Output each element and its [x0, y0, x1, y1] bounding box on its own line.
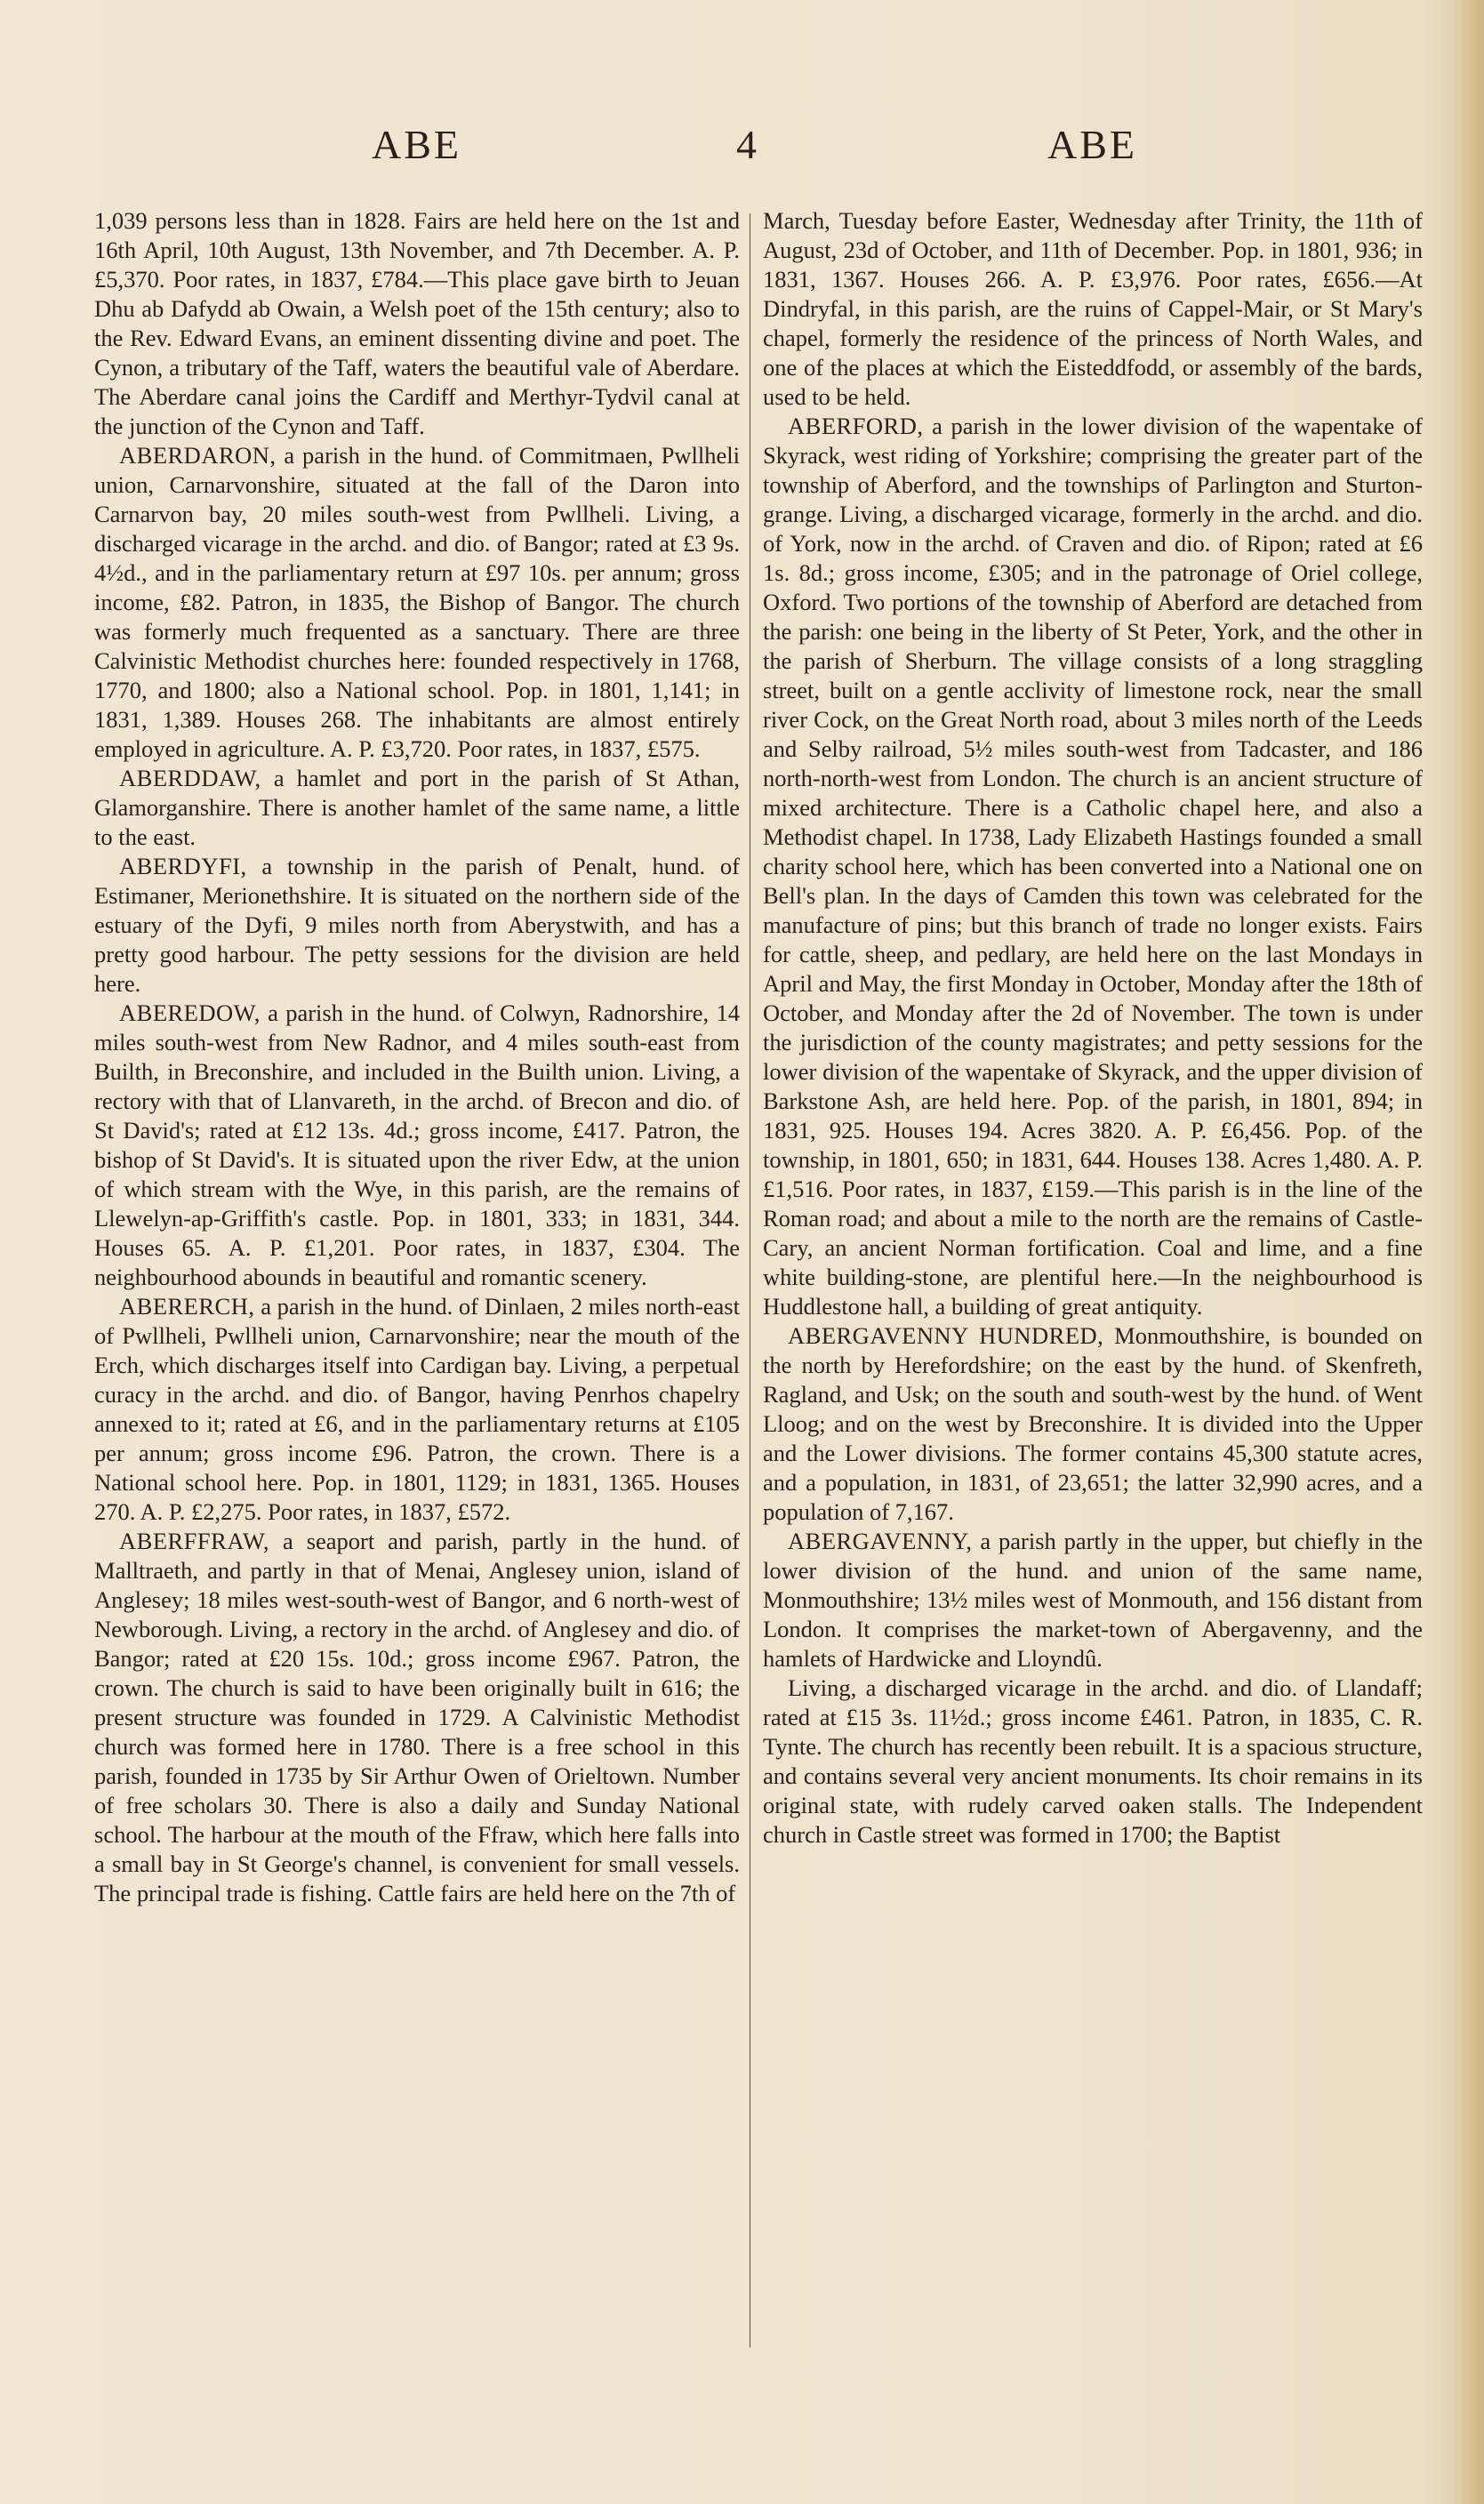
entry-text: a parish partly in the upper, but chiefly in the lower division of the hund. and union of the same name, Monmouthshire; 13½ miles west of Monmouth, and 156 distant from London. It comprises the market-town of Abergavenny, and the hamlets of Hardwicke and Lloyndû. [763, 1528, 1423, 1672]
page-number: 4 [736, 122, 759, 167]
entry-headword: ABERFORD, [788, 413, 924, 439]
entry-paragraph [94, 764, 740, 852]
entry-paragraph [763, 412, 1423, 1321]
entry-headword: ABERGAVENNY HUNDRED, [788, 1322, 1104, 1349]
entry-paragraph [763, 1673, 1423, 1850]
entry-paragraph [763, 1321, 1423, 1527]
entry-paragraph [94, 999, 740, 1292]
page-edge-shadow [1452, 0, 1484, 2504]
entry-paragraph [94, 441, 740, 764]
entry-headword: ABERFFRAW, [119, 1528, 270, 1554]
entry-text: Monmouthshire, is bounded on the north by Herefordshire; on the east by the hund. of Skenfreth, Ragland, and Usk; on the south and south-west by the hund. of Went Lloog; and on the west by Breconshire. It is divided into the Upper and the Lower divisions. The former contains 45,300 statute acres, and a population, in 1831, of 23,651; the latter 32,990 acres, and a population of 7,167. [763, 1322, 1423, 1525]
running-head [0, 121, 1484, 174]
entry-text: a seaport and parish, partly in the hund. of Malltraeth, and partly in that of Menai, Anglesey union, island of Anglesey; 18 miles west-south-west of Bangor, and 6 north-west of Newborough. Living, a rectory in the archd. of Anglesey and dio. of Bangor; rated at £20 15s. 10d.; gross income £967. Patron, the crown. The church is said to have been originally built in 616; the present structure was founded in 1729. A Calvinistic Methodist church was formed here in 1780. There is a free school in this parish, founded in 1735 by Sir Arthur Owen of Orieltown. Number of free scholars 30. There is also a daily and Sunday National school. The harbour at the mouth of the Ffraw, which here falls into a small bay in St George's channel, is convenient for small vessels. The principal trade is fishing. Cattle fairs are held here on the 7th of [94, 1528, 740, 1906]
entry-text: a hamlet and port in the parish of St Athan, Glamorganshire. There is another hamlet of the same name, a little to the east. [94, 765, 740, 850]
running-head-right: ABE [1047, 122, 1137, 167]
entry-text: a parish in the lower division of the wapentake of Skyrack, west riding of Yorkshire; comprising the greater part of the township of Aberford, and the townships of Parlington and Sturton-grange. Living, a discharged vicarage, formerly in the archd. and dio. of York, now in the archd. of Craven and dio. of Ripon; rated at £6 1s. 8d.; gross income, £305; and in the patronage of Oriel college, Oxford. Two portions of the township of Aberford are detached from the parish: one being in the liberty of St Peter, York, and the other in the parish of Sherburn. The village consists of a long straggling street, built on a gentle acclivity of limestone rock, near the small river Cock, on the Great North road, about 3 miles north of the Leeds and Selby railroad, 5½ miles south-west from Tadcaster, and 186 north-north-west from London. The church is an ancient structure of mixed architecture. There is a Catholic chapel here, and also a Methodist chapel. In 1738, Lady Elizabeth Hastings founded a small charity school here, which has been converted into a National one on Bell's plan. In the days of Camden this town was celebrated for the manufacture of pins; but this branch of trade no longer exists. Fairs for cattle, sheep, and pedlary, are held here on the last Mondays in April and May, the first Monday in October, Monday after the 18th of October, and Monday after the 2d of November. The town is under the jurisdiction of the county magistrates; and petty sessions for the lower division of the wapentake of Skyrack, and the upper division of Barkstone Ash, are held here. Pop. of the parish, in 1801, 894; in 1831, 925. Houses 194. Acres 3820. A. P. £6,456. Pop. of the township, in 1801, 650; in 1831, 644. Houses 138. Acres 1,480. A. P. £1,516. Poor rates, in 1837, £159.—This parish is in the line of the Roman road; and about a mile to the north are the remains of Castle-Cary, an ancient Norman fortification. Coal and lime, and a fine white building-stone, are plentiful here.—In the neighbourhood is Huddlestone hall, a building of great antiquity. [763, 413, 1423, 1320]
entry-text: a parish in the hund. of Colwyn, Radnorshire, 14 miles south-west from New Radnor, and 4 miles south-east from Builth, in Breconshire, and included in the Builth union. Living, a rectory with that of Llanvareth, in the archd. of Brecon and dio. of St David's; rated at £12 13s. 4d.; gross income, £417. Patron, the bishop of St David's. It is situated upon the river Edw, at the union of which stream with the Wye, in this parish, are the remains of Llewelyn-ap-Griffith's castle. Pop. in 1801, 333; in 1831, 344. Houses 65. A. P. £1,201. Poor rates, in 1837, £304. The neighbourhood abounds in beautiful and romantic scenery. [94, 999, 740, 1290]
entry-text: Living, a discharged vicarage in the archd. and dio. of Llandaff; rated at £15 3s. 11½d.; gross income £461. Patron, in 1835, C. R. Tynte. The church has recently been rebuilt. It is a spacious structure, and contains several very ancient monuments. Its choir remains in its original state, with rudely carved oaken stalls. The Independent church in Castle street was formed in 1700; the Baptist [763, 1674, 1423, 1848]
entry-paragraph [94, 1292, 740, 1527]
entry-headword: ABEREDOW, [119, 999, 261, 1026]
running-head-left: ABE [372, 122, 461, 167]
entry-headword: ABERERCH, [119, 1293, 255, 1320]
entry-paragraph [94, 206, 740, 441]
entry-headword: ABERDDAW, [119, 765, 261, 791]
entry-headword: ABERGAVENNY, [788, 1528, 973, 1554]
entry-paragraph [94, 1527, 740, 1908]
left-column [94, 206, 740, 1908]
entry-text: a parish in the hund. of Commitmaen, Pwllheli union, Carnarvonshire, situated at the fall of the Daron into Carnarvon bay, 20 miles south-west from Pwllheli. Living, a discharged vicarage in the archd. and dio. of Bangor; rated at £3 9s. 4½d., and in the parliamentary return at £97 10s. per annum; gross income, £82. Patron, in 1835, the Bishop of Bangor. The church was formerly much frequented as a sanctuary. There are three Calvinistic Methodist churches here: founded respectively in 1768, 1770, and 1800; also a National school. Pop. in 1801, 1,141; in 1831, 1,389. Houses 268. The inhabitants are almost entirely employed in agriculture. A. P. £3,720. Poor rates, in 1837, £575. [94, 442, 740, 762]
entry-text: March, Tuesday before Easter, Wednesday after Trinity, the 11th of August, 23d of October, and 11th of December. Pop. in 1801, 936; in 1831, 1367. Houses 266. A. P. £3,976. Poor rates, £656.—At Dindryfal, in this parish, are the ruins of Cappel-Mair, or St Mary's chapel, formerly the residence of the princess of North Wales, and one of the places at which the Eisteddfodd, or assembly of the bards, used to be held. [763, 207, 1423, 410]
entry-paragraph [763, 206, 1423, 412]
right-column [763, 206, 1423, 1850]
entry-text: a township in the parish of Penalt, hund. of Estimaner, Merionethshire. It is situated on the northern side of the estuary of the Dyfi, 9 miles north from Aberystwith, and has a pretty good harbour. The petty sessions for the division are held here. [94, 853, 740, 997]
entry-headword: ABERDYFI, [119, 853, 247, 879]
entry-paragraph [763, 1527, 1423, 1673]
entry-text: 1,039 persons less than in 1828. Fairs are held here on the 1st and 16th April, 10th August, 13th November, and 7th December. A. P. £5,370. Poor rates, in 1837, £784.—This place gave birth to Jeuan Dhu ab Dafydd ab Owain, a Welsh poet of the 15th century; also to the Rev. Edward Evans, an eminent dissenting divine and poet. The Cynon, a tributary of the Taff, waters the beautiful vale of Aberdare. The Aberdare canal joins the Cardiff and Merthyr-Tydvil canal at the junction of the Cynon and Taff. [94, 207, 740, 439]
entry-headword: ABERDARON, [119, 442, 277, 469]
entry-text: a parish in the hund. of Dinlaen, 2 miles north-east of Pwllheli, Pwllheli union, Carnarvonshire; near the mouth of the Erch, which discharges itself into Cardigan bay. Living, a perpetual curacy in the archd. and dio. of Bangor, having Penrhos chapelry annexed to it; rated at £6, and in the parliamentary returns at £105 per annum; gross income £96. Patron, the crown. There is a National school here. Pop. in 1801, 1129; in 1831, 1365. Houses 270. A. P. £2,275. Poor rates, in 1837, £572. [94, 1293, 740, 1525]
entry-paragraph [94, 852, 740, 999]
